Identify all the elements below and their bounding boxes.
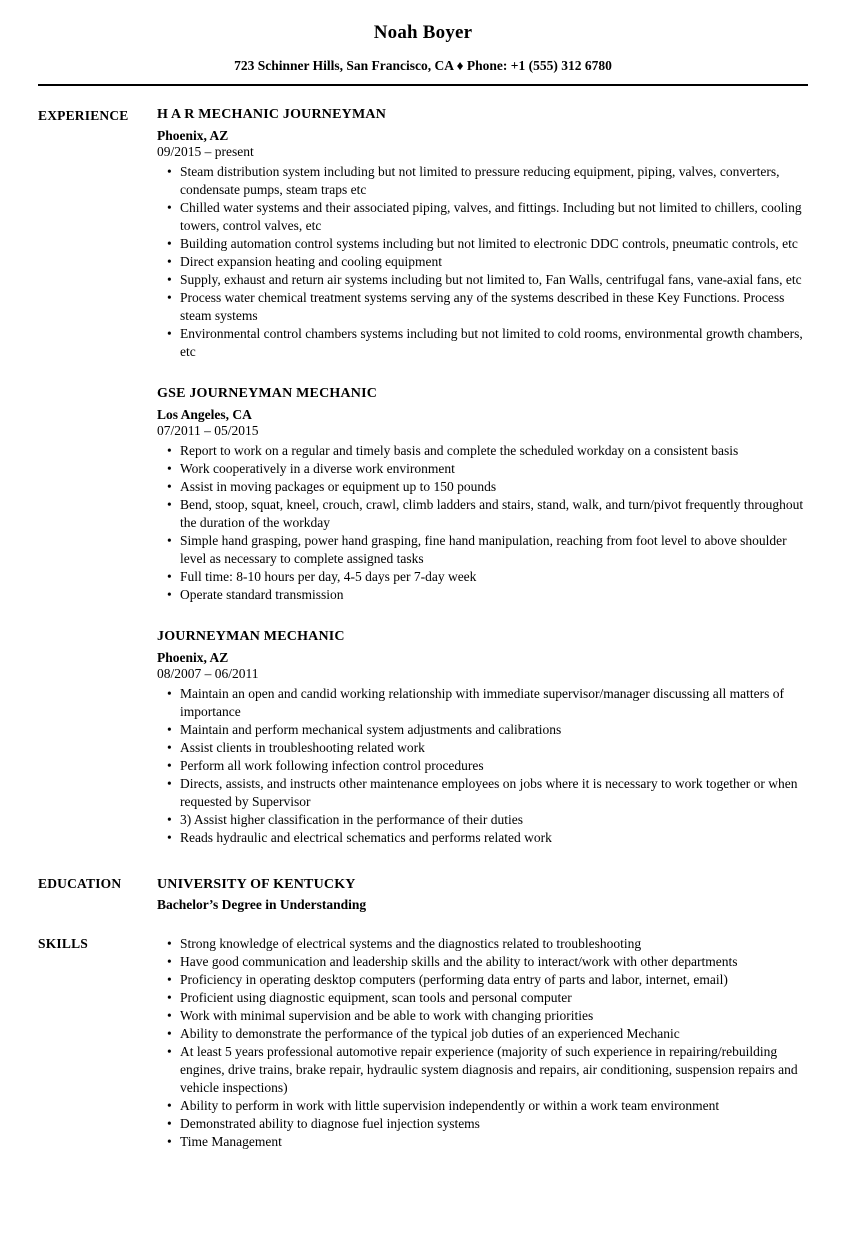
- job-entry: [157, 107, 808, 361]
- job-bullet: • Perform all work following infection control procedures: [180, 757, 808, 775]
- job-bullet: • Operate standard transmission: [180, 586, 808, 604]
- skill-bullet: • Ability to demonstrate the performance of the typical job duties of an experienced Mechanic: [180, 1025, 808, 1043]
- job-bullet: • Chilled water systems and their associated piping, valves, and fittings. Including but not limited to chillers, cooling towers, control valves, etc: [180, 199, 808, 235]
- person-name: Noah Boyer: [373, 22, 473, 43]
- skill-bullet: • Demonstrated ability to diagnose fuel injection systems: [180, 1115, 808, 1133]
- job-entry: [157, 629, 808, 847]
- job-bullet: • Directs, assists, and instructs other maintenance employees on jobs where it is necessary to work together or when requested by Supervisor: [180, 775, 808, 811]
- section-label-skills: SKILLS: [38, 936, 88, 951]
- job-bullet: • Bend, stoop, squat, kneel, crouch, crawl, climb ladders and stairs, stand, walk, and turn/pivot frequently throughout the duration of the workday: [180, 496, 808, 532]
- job-title: GSE JOURNEYMAN MECHANIC: [157, 386, 378, 401]
- skill-bullet: • Strong knowledge of electrical systems and the diagnostics related to troubleshooting: [180, 935, 808, 953]
- job-bullet: • Supply, exhaust and return air systems including but not limited to, Fan Walls, centrifugal fans, vane-axial fans, etc: [180, 271, 808, 289]
- job-entry: [157, 386, 808, 604]
- section-label-experience: EXPERIENCE: [38, 108, 129, 123]
- skills-content: [157, 935, 808, 1151]
- education-degree: Bachelor’s Degree in Understanding: [157, 897, 367, 912]
- job-bullet: • Assist in moving packages or equipment up to 150 pounds: [180, 478, 808, 496]
- job-bullet: • Reads hydraulic and electrical schematics and performs related work: [180, 829, 808, 847]
- job-location: Los Angeles, CA: [157, 407, 252, 422]
- job-bullet: • Assist clients in troubleshooting related work: [180, 739, 808, 757]
- skill-bullet: • At least 5 years professional automotive repair experience (majority of such experience in repairing/rebuilding engines, drive trains, brake repair, hydraulic system diagnosis and repairs, air conditioning, suspension repairs and vehicle inspections): [180, 1043, 808, 1097]
- job-bullet: • Direct expansion heating and cooling equipment: [180, 253, 808, 271]
- experience-jobs: [157, 107, 808, 847]
- job-title: JOURNEYMAN MECHANIC: [157, 629, 345, 644]
- section-label-education: EDUCATION: [38, 876, 122, 891]
- education-school: UNIVERSITY OF KENTUCKY: [157, 877, 356, 892]
- experience-section: [38, 107, 808, 847]
- skills-section: [38, 935, 808, 1151]
- skill-bullet: • Proficiency in operating desktop computers (performing data entry of parts and labor, internet, email): [180, 971, 808, 989]
- job-bullet: • Work cooperatively in a diverse work environment: [180, 460, 808, 478]
- skill-bullet: • Time Management: [180, 1133, 808, 1151]
- job-bullet: • Maintain an open and candid working relationship with immediate supervisor/manager discussing all matters of importance: [180, 685, 808, 721]
- job-bullets: [157, 163, 808, 361]
- job-bullet: • 3) Assist higher classification in the performance of their duties: [180, 811, 808, 829]
- resume-header: [38, 22, 808, 74]
- job-bullet: • Building automation control systems including but not limited to electronic DDC controls, pneumatic controls, etc: [180, 235, 808, 253]
- job-title: H A R MECHANIC JOURNEYMAN: [157, 107, 386, 122]
- job-location: Phoenix, AZ: [157, 650, 229, 665]
- job-dates: 08/2007 – 06/2011: [157, 666, 259, 681]
- skill-bullet: • Ability to perform in work with little supervision independently or within a work team environment: [180, 1097, 808, 1115]
- job-dates: 07/2011 – 05/2015: [157, 423, 259, 438]
- job-bullets: [157, 442, 808, 604]
- job-location: Phoenix, AZ: [157, 128, 229, 143]
- skill-bullet: • Work with minimal supervision and be able to work with changing priorities: [180, 1007, 808, 1025]
- education-content: [157, 875, 808, 915]
- job-bullet: • Process water chemical treatment systems serving any of the systems described in these Key Functions. Process steam systems: [180, 289, 808, 325]
- job-bullet: • Full time: 8-10 hours per day, 4-5 days per 7-day week: [180, 568, 808, 586]
- job-dates: 09/2015 – present: [157, 144, 254, 159]
- skill-bullet: • Proficient using diagnostic equipment, scan tools and personal computer: [180, 989, 808, 1007]
- contact-line: 723 Schinner Hills, San Francisco, CA ♦ Phone: +1 (555) 312 6780: [234, 58, 612, 73]
- skill-bullet: • Have good communication and leadership skills and the ability to interact/work with other departments: [180, 953, 808, 971]
- job-bullet: • Report to work on a regular and timely basis and complete the scheduled workday on a consistent basis: [180, 442, 808, 460]
- job-bullet: • Maintain and perform mechanical system adjustments and calibrations: [180, 721, 808, 739]
- job-bullet: • Steam distribution system including but not limited to pressure reducing equipment, piping, valves, converters, condensate pumps, steam traps etc: [180, 163, 808, 199]
- header-divider: [38, 84, 808, 86]
- job-bullet: • Simple hand grasping, power hand grasping, fine hand manipulation, reaching from foot level to above shoulder level as necessary to complete assigned tasks: [180, 532, 808, 568]
- skills-list: [157, 935, 808, 1151]
- education-section: [38, 875, 808, 915]
- job-bullet: • Environmental control chambers systems including but not limited to cold rooms, environmental growth chambers, etc: [180, 325, 808, 361]
- job-bullets: [157, 685, 808, 847]
